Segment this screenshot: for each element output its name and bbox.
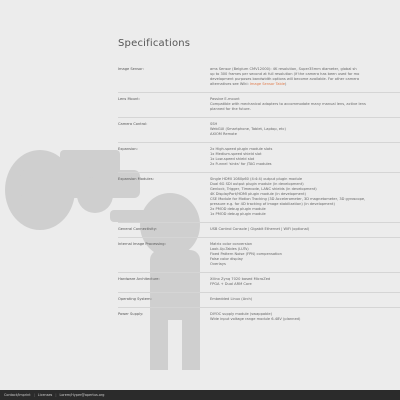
spec-value <box>210 177 400 217</box>
spec-value-line: 2x Funnel 'sinks' for JTAG modules <box>210 162 272 166</box>
spec-value <box>210 147 400 167</box>
specifications-section <box>118 34 400 327</box>
spec-value <box>210 122 400 137</box>
spec-row <box>118 117 400 142</box>
spec-row <box>118 292 400 307</box>
footer-link-contact[interactable]: Contact/Imprint <box>4 393 31 397</box>
spec-value <box>210 297 400 302</box>
spec-value-line: False color display <box>210 257 243 261</box>
spec-value-line: WebGUI (Smartphone, Tablet, Laptop, etc) <box>210 127 286 131</box>
spec-value-line: AXIOM Remote <box>210 132 237 136</box>
spec-value-line: DIYOC supply module (swappable) <box>210 312 272 316</box>
spec-label: Hardware Architecture: <box>118 277 160 281</box>
spec-row <box>118 92 400 117</box>
spec-value <box>210 227 400 232</box>
spec-value-line: alternatives see Wiki: Image Sensor Table) <box>210 82 287 86</box>
spec-value-line: Dual 6G SDI output plugin module (in development) <box>210 182 304 186</box>
spec-label: Expansion Modules: <box>118 177 154 181</box>
spec-value-line: 2x PMOD debug plugin module <box>210 207 266 211</box>
spec-value <box>210 242 400 267</box>
spec-label: Internal Image Processing: <box>118 242 166 246</box>
spec-value <box>210 67 400 87</box>
spec-row <box>118 63 400 92</box>
spec-value-line: Matrix color conversion <box>210 242 253 246</box>
spec-row <box>118 222 400 237</box>
spec-label: Operating System: <box>118 297 152 301</box>
spec-value <box>210 97 400 112</box>
spec-value-line: 1x Medium-speed shield slot <box>210 152 262 156</box>
spec-value-line: Look-Up-Tables (LUTs) <box>210 247 249 251</box>
spec-label: Power Supply: <box>118 312 144 316</box>
spec-value-line: 1x Low-speed shield slot <box>210 157 255 161</box>
spec-value-line: pressure e.g. for 4D tracking of image stabilization) (in development) <box>210 202 335 206</box>
spec-value-line: ams Sensor (Belgium CMV12000): 4K resolution, Super35mm diameter, global sh <box>210 67 357 71</box>
spec-value-line: development purposes bandwidth options will become available. For other camera <box>210 77 360 81</box>
spec-value-line: USB Control Console | Gigabit Ethernet | WiFi (optional) <box>210 227 310 231</box>
spec-value-line: up to 300 frames per second at full resolution (if the camera has been used for mo <box>210 72 360 76</box>
footer-separator: | <box>33 393 35 397</box>
spec-row <box>118 237 400 272</box>
spec-value-line: Fixed Pattern Noise (FPN) compensation <box>210 252 282 256</box>
spec-value-line: Wide input voltage range module 6-48V (planned) <box>210 317 301 321</box>
page-title: Specifications <box>118 38 191 49</box>
footer-link-email[interactable]: Lorem/Hyper@apertus.org <box>59 393 105 397</box>
spec-value-line: FPGA + Dual ARM Core <box>210 282 252 286</box>
spec-value-line: 4K DisplayPort/HDMI plugin module (in development) <box>210 192 306 196</box>
spec-list <box>118 63 400 327</box>
spec-value <box>210 312 400 322</box>
spec-value-line: 2x High-speed plugin module slots <box>210 147 273 151</box>
spec-value-line: Genlock, Trigger, Timecode, LANC shields (in development) <box>210 187 317 191</box>
spec-value-line: CSE Module for Motion Tracking (3D Accelerometer, 3D magnetometer, 3D gyroscope, <box>210 197 366 201</box>
spec-value-line: Passive E-mount <box>210 97 240 101</box>
spec-value-line: Overlays <box>210 262 226 266</box>
spec-row <box>118 272 400 292</box>
spec-label: Lens Mount: <box>118 97 140 101</box>
spec-value-line: planned for the future. <box>210 107 251 111</box>
spec-row <box>118 172 400 222</box>
image-sensor-table-link[interactable]: Image Sensor Table <box>249 82 285 86</box>
spec-value-line: Compatible with mechanical adapters to accommodate many manual lens, active lens <box>210 102 366 106</box>
spec-label: Expansion: <box>118 147 138 151</box>
footer-separator: | <box>55 393 57 397</box>
spec-value <box>210 277 400 287</box>
spec-value-line: Embedded Linux (Arch) <box>210 297 253 301</box>
spec-label: Camera Control: <box>118 122 148 126</box>
footer-link-licenses[interactable]: Licenses <box>37 393 53 397</box>
spec-value-line: Single HDMI 1080p60 (4:4:4) output plugin module <box>210 177 303 181</box>
spec-label: Image Sensor: <box>118 67 144 71</box>
spec-row <box>118 307 400 327</box>
spec-row <box>118 142 400 172</box>
spec-value-line: SSH <box>210 122 218 126</box>
footer-bar <box>0 390 400 400</box>
spec-label: General Connectivity: <box>118 227 157 231</box>
spec-value-line: Xilinx Zynq 7020 based MicroZed <box>210 277 271 281</box>
spec-value-line: 1x PMOD debug plugin module <box>210 212 266 216</box>
